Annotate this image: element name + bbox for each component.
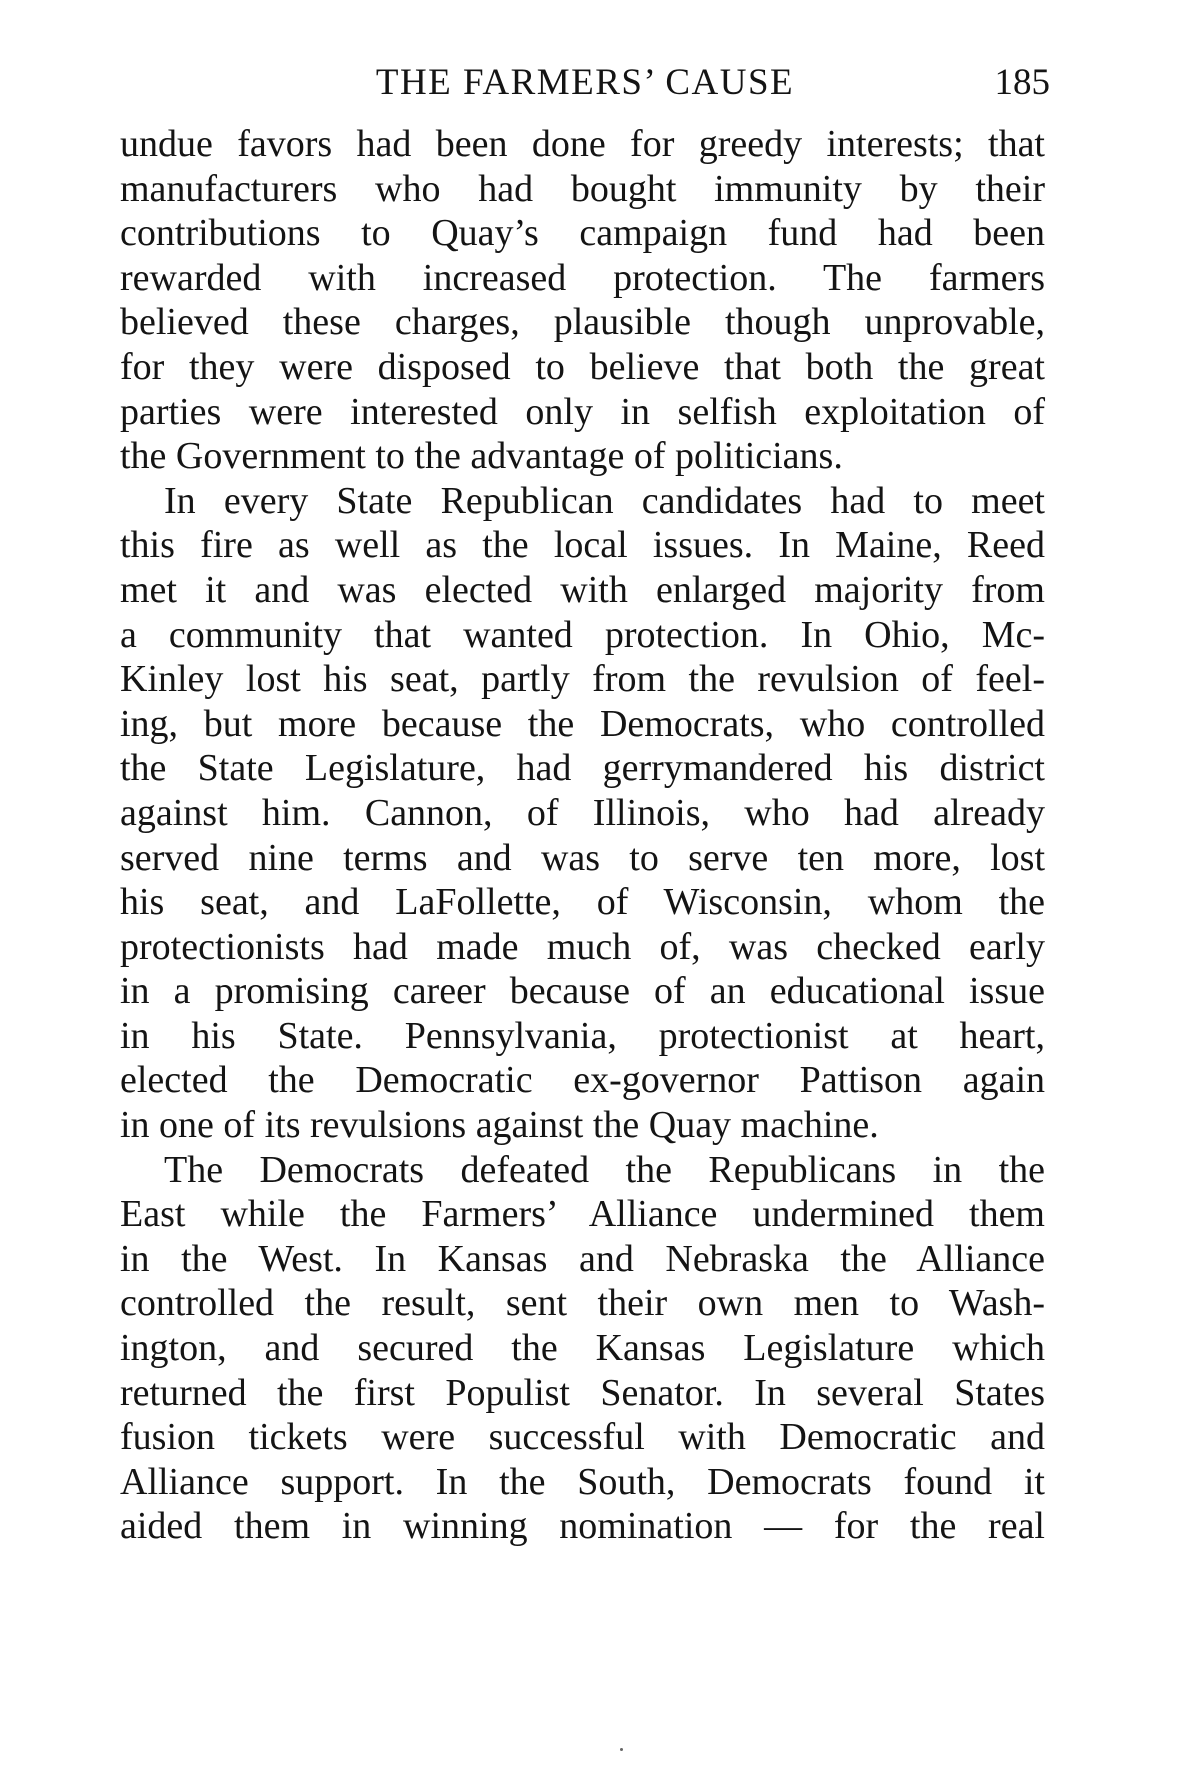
text-line: rewarded with increased protection. The farmers — [120, 256, 1045, 299]
text-line: against him. Cannon, of Illinois, who had already — [120, 791, 1045, 834]
text-line: East while the Farmers’ Alliance undermined them — [120, 1193, 1045, 1236]
text-line: met it and was elected with enlarged majority from — [120, 568, 1045, 611]
text-line: elected the Democratic ex-governor Pattison again — [120, 1059, 1045, 1102]
text-line: fusion tickets were successful with Democratic and — [120, 1416, 1045, 1459]
running-title: THE FARMERS’ CAUSE — [375, 62, 795, 103]
text-line: In every State Republican candidates had to meet — [164, 479, 1045, 522]
text-line: protectionists had made much of, was checked early — [120, 925, 1045, 968]
running-head — [120, 58, 1050, 108]
text-line: this fire as well as the local issues. In Maine, Reed — [120, 524, 1045, 567]
text-line: his seat, and LaFollette, of Wisconsin, whom the — [120, 881, 1045, 924]
text-line: The Democrats defeated the Republicans in the — [164, 1148, 1045, 1191]
print-speck — [620, 1748, 623, 1751]
text-line: believed these charges, plausible though unprovable, — [120, 301, 1045, 344]
text-line: Alliance support. In the South, Democrats found it — [120, 1460, 1045, 1503]
text-line: in his State. Pennsylvania, protectionist at heart, — [120, 1014, 1045, 1057]
text-line: the Government to the advantage of politicians. — [120, 435, 843, 478]
text-line: ington, and secured the Kansas Legislature which — [120, 1327, 1045, 1370]
text-line: parties were interested only in selfish exploitation of — [120, 390, 1045, 433]
text-line: the State Legislature, had gerrymandered his district — [120, 747, 1045, 790]
text-line: in the West. In Kansas and Nebraska the Alliance — [120, 1237, 1045, 1280]
text-line: in a promising career because of an educational issue — [120, 970, 1045, 1013]
text-line: undue favors had been done for greedy interests; that — [120, 123, 1045, 165]
text-line: contributions to Quay’s campaign fund had been — [120, 212, 1045, 255]
body-text — [120, 122, 1045, 1549]
page-number: 185 — [994, 62, 1050, 103]
text-line: manufacturers who had bought immunity by their — [120, 167, 1045, 210]
text-line: aided them in winning nomination — for the real — [120, 1505, 1045, 1548]
text-line: a community that wanted protection. In Ohio, Mc- — [120, 613, 1045, 656]
text-line: in one of its revulsions against the Quay machine. — [120, 1104, 879, 1147]
text-line: for they were disposed to believe that both the great — [120, 345, 1045, 388]
text-line: returned the first Populist Senator. In several States — [120, 1371, 1045, 1414]
text-line: ing, but more because the Democrats, who controlled — [120, 702, 1045, 745]
text-line: served nine terms and was to serve ten more, lost — [120, 836, 1045, 879]
text-line: Kinley lost his seat, partly from the revulsion of feel- — [120, 658, 1045, 701]
text-line: controlled the result, sent their own men to Wash- — [120, 1282, 1045, 1325]
